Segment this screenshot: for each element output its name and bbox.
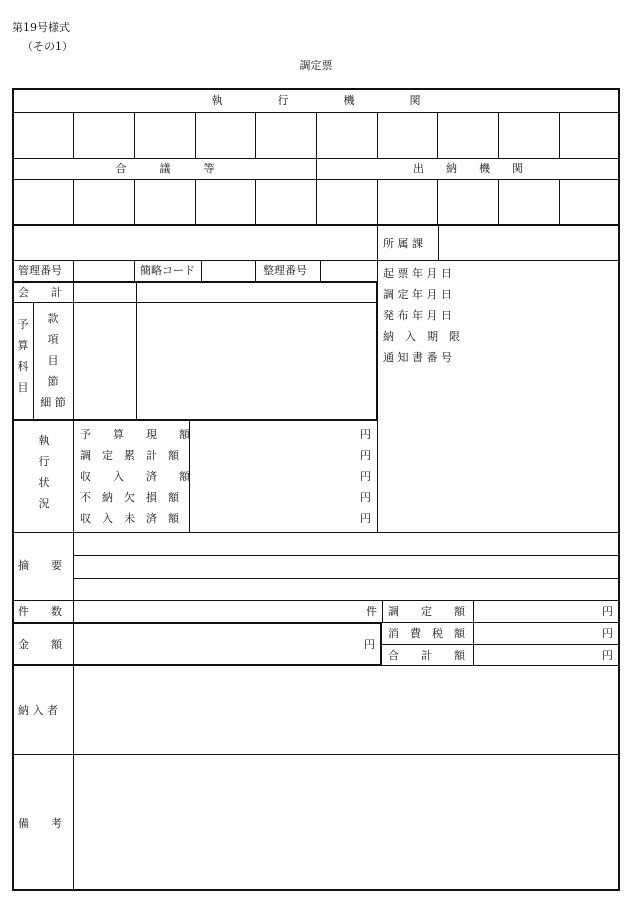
execution-row-unit: 円 [360,428,371,441]
total-amount-label: 合 計 額 [388,649,465,662]
notice-number-label: 通 知 書 番 号 [383,351,452,364]
budget-level-moku: 目 [47,354,59,367]
reference-number-label: 整理番号 [263,264,307,277]
budget-level-setsu: 節 [47,375,59,388]
budget-level-saisetsu: 細 節 [40,396,66,409]
consumption-tax-label: 消 費 税 額 [388,627,465,640]
execution-row-label: 不 納 欠 損 額 [80,491,179,504]
department-label: 所 属 課 [383,237,423,250]
consumption-tax-unit: 円 [602,627,613,640]
count-label: 件 数 [18,605,62,618]
execution-row-label: 収 入 済 額 [80,470,190,483]
executing-agency-header: 執 行 機 関 [211,94,421,107]
execution-row-label: 調 定 累 計 額 [80,449,179,462]
execution-row-label: 予 算 現 額 [80,428,190,441]
execution-row-unit: 円 [360,491,371,504]
assessment-date-label: 調 定 年 月 日 [383,288,452,301]
assessed-amount-label: 調 定 額 [388,605,465,618]
page-title: 調定票 [299,59,333,72]
budget-level-kan: 款 [47,312,59,325]
summary-label: 摘 要 [18,559,62,572]
abbrev-code-label: 簡略コード [140,264,195,277]
execution-row-unit: 円 [360,512,371,525]
issue-date-label: 起 票 年 月 日 [383,267,452,280]
payer-label: 納 入 者 [18,704,58,717]
execution-row-unit: 円 [360,449,371,462]
budget-subject-label: 予算科目 [17,318,29,394]
accounting-label: 会 計 [18,286,62,299]
count-unit: 件 [366,605,377,618]
budget-level-kou: 項 [47,333,59,346]
execution-status-label: 執行状況 [38,434,50,510]
execution-row-unit: 円 [360,470,371,483]
payment-deadline-label: 納 入 期 限 [383,330,460,343]
remarks-label: 備 考 [18,817,62,830]
assessed-amount-unit: 円 [602,605,613,618]
council-header: 合 議 等 [115,162,215,175]
promulgation-date-label: 発 布 年 月 日 [383,309,452,322]
management-number-label: 管理番号 [18,264,62,277]
amount-box [12,622,382,666]
amount-label: 金 額 [18,638,62,651]
amount-unit: 円 [364,638,375,651]
form-number: 第19号様式 [12,21,70,34]
execution-row-label: 収 入 未 済 額 [80,512,179,525]
treasury-agency-header: 出 納 機 関 [413,162,523,175]
form-sub-number: （その1） [22,40,73,53]
total-amount-unit: 円 [602,649,613,662]
